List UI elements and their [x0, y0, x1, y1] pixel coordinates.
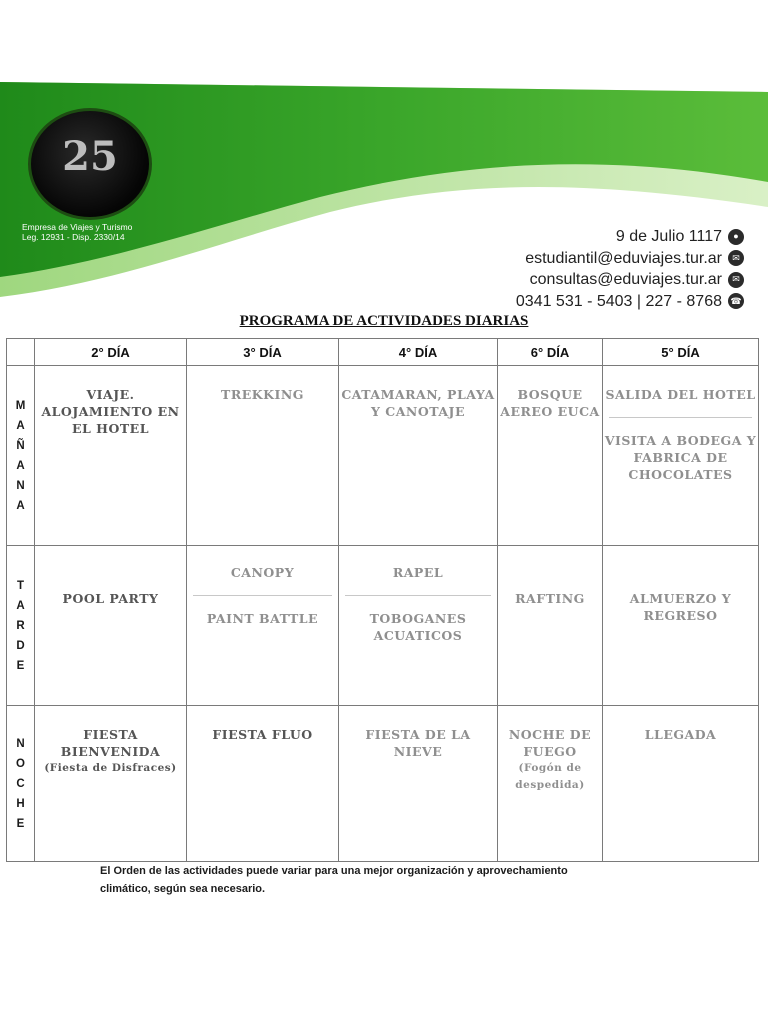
activity-cell: [603, 366, 759, 546]
email-line-2: [516, 269, 744, 291]
activity-text: RAFTING: [515, 591, 585, 606]
time-of-day-label: N O C H E: [7, 706, 35, 862]
header-corner: [7, 339, 35, 366]
activity-text: (Fiesta de Disfraces): [44, 762, 177, 774]
table-row: [7, 706, 759, 862]
header-day: 4° DÍA: [339, 339, 498, 366]
activity-text: ALMUERZO Y REGRESO: [629, 591, 732, 623]
activity-text: (Fogón de despedida): [515, 762, 585, 791]
activity-text: VISITA A BODEGA Y FABRICA DE CHOCOLATES: [604, 433, 757, 482]
activity-text: CANOPY: [230, 565, 295, 580]
activity-cell: [339, 706, 498, 862]
company-logo: [28, 108, 152, 220]
activity-text: RAPEL: [392, 565, 444, 580]
activity-cell: [498, 706, 603, 862]
cell-divider: [345, 595, 491, 596]
activity-text: TOBOGANES ACUATICOS: [369, 611, 467, 643]
logo-number: 25: [62, 133, 118, 180]
email-2-text[interactable]: consultas@eduviajes.tur.ar: [529, 271, 722, 288]
phone-text[interactable]: 0341 531 - 5403 | 227 - 8768: [515, 292, 722, 310]
contact-block: [516, 226, 744, 312]
phone-icon: ☎: [728, 293, 744, 309]
email-line-1: [516, 248, 744, 270]
activity-text: VIAJE. ALOJAMIENTO EN EL HOTEL: [41, 387, 180, 436]
mail-icon: ✉: [728, 272, 744, 288]
activity-cell: [339, 366, 498, 546]
activity-cell: [498, 546, 603, 706]
activity-text: CATAMARAN, PLAYA Y CANOTAJE: [341, 387, 495, 419]
activity-text: BOSQUE AEREO EUCA: [500, 387, 600, 419]
table-body: [7, 366, 759, 862]
header-day: 6° DÍA: [498, 339, 603, 366]
time-of-day-label: T A R D E: [7, 546, 35, 706]
activity-cell: [603, 546, 759, 706]
cell-divider: [193, 595, 332, 596]
location-pin-icon: ●: [728, 229, 744, 245]
cell-divider: [609, 417, 752, 418]
table-header-row: [7, 339, 759, 366]
header-day: 5° DÍA: [603, 339, 759, 366]
table-row: [7, 546, 759, 706]
caption-line-1: Empresa de Viajes y Turismo: [22, 222, 133, 232]
activity-cell: [339, 546, 498, 706]
activity-text: FIESTA FLUO: [212, 727, 313, 742]
activity-cell: [498, 366, 603, 546]
activity-cell: [603, 706, 759, 862]
header-day: 2° DÍA: [35, 339, 187, 366]
activity-text: NOCHE DE FUEGO: [508, 727, 592, 759]
activity-text: POOL PARTY: [62, 591, 159, 606]
time-of-day-label: M A Ñ A N A: [7, 366, 35, 546]
activities-table: [6, 338, 759, 862]
caption-line-2: Leg. 12931 - Disp. 2330/14: [22, 232, 125, 242]
footnote: [100, 862, 568, 898]
footnote-line-1: El Orden de las actividades puede variar para una mejor organización y aprovechamiento: [100, 865, 568, 877]
company-caption: [22, 222, 132, 242]
activity-text: FIESTA DE LA NIEVE: [365, 727, 471, 759]
header-day: 3° DÍA: [187, 339, 339, 366]
mail-icon: ✉: [728, 250, 744, 266]
activity-cell: [187, 546, 339, 706]
activity-text: FIESTA BIENVENIDA: [60, 727, 161, 759]
activity-cell: [35, 546, 187, 706]
phone-line: [516, 291, 744, 313]
activity-cell: [187, 366, 339, 546]
activity-text: TREKKING: [221, 387, 304, 402]
activity-text: SALIDA DEL HOTEL: [605, 387, 756, 402]
email-1-text[interactable]: estudiantil@eduviajes.tur.ar: [525, 249, 722, 267]
activity-cell: [35, 366, 187, 546]
activity-cell: [35, 706, 187, 862]
activity-text: LLEGADA: [644, 727, 717, 742]
activity-text: PAINT BATTLE: [206, 611, 319, 626]
address-line: [516, 226, 744, 248]
table-row: [7, 366, 759, 546]
address-text: 9 de Julio 1117: [615, 228, 722, 245]
program-title: PROGRAMA DE ACTIVIDADES DIARIAS: [239, 313, 529, 329]
footnote-line-2: climático, según sea necesario.: [100, 883, 266, 895]
activity-cell: [187, 706, 339, 862]
